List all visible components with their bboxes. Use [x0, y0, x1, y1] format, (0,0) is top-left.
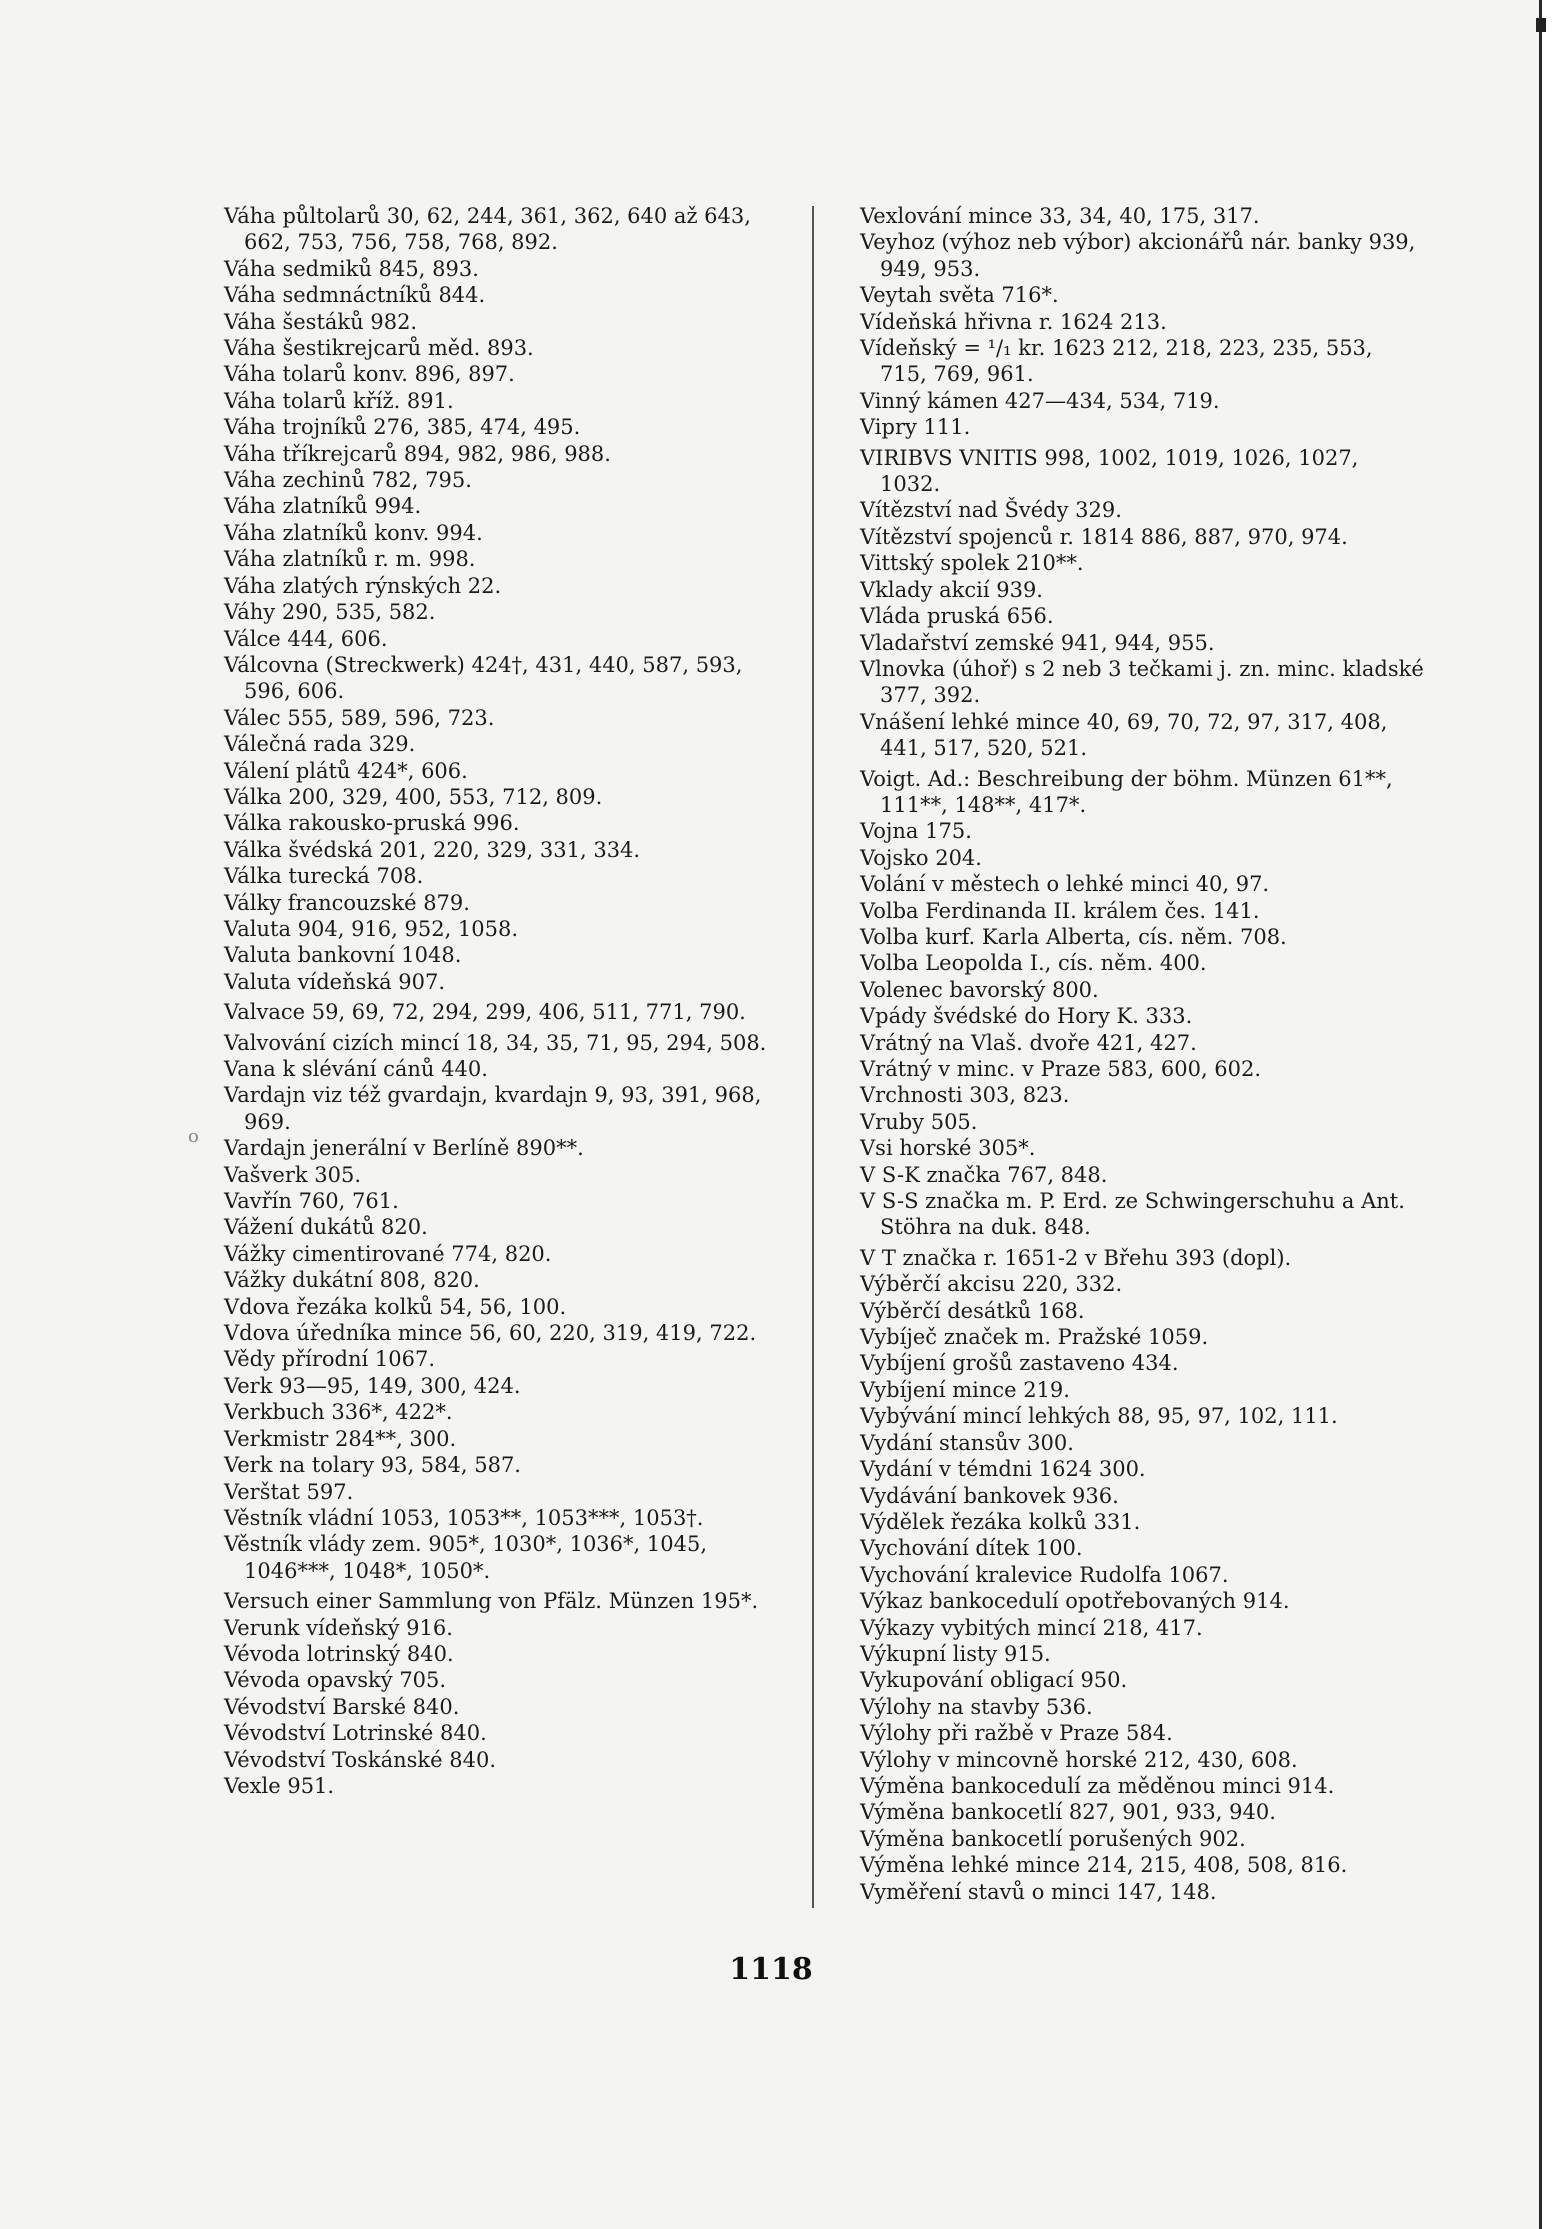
- index-entry: Vídeňský = ¹/₁ kr. 1623 212, 218, 223, 235, 553, 715, 769, 961.: [860, 336, 1373, 387]
- index-entry: Vévodství Toskánské 840.: [224, 1747, 497, 1772]
- index-entry: Vítězství nad Švédy 329.: [860, 498, 1122, 523]
- index-entry: Vrátný v minc. v Praze 583, 600, 602.: [860, 1057, 1262, 1081]
- index-entry: Vsi horské 305*.: [860, 1136, 1036, 1161]
- index-column-right: [860, 203, 1425, 1905]
- index-entry: Váha tolarů konv. 896, 897.: [224, 362, 515, 387]
- index-entry: Vardajn jenerální v Berlíně 890**.: [224, 1136, 584, 1161]
- index-entry: Válka 200, 329, 400, 553, 712, 809.: [224, 784, 603, 809]
- index-entry: Vévodství Barské 840.: [224, 1694, 460, 1719]
- index-entry: Vláda pruská 656.: [860, 604, 1054, 629]
- index-entry: Vojna 175.: [860, 819, 972, 844]
- index-entry: Versuch einer Sammlung von Pfälz. Münzen 195*.: [224, 1589, 759, 1614]
- index-entry: Výměna lehké mince 214, 215, 408, 508, 816.: [860, 1853, 1348, 1878]
- index-entry: Vykupování obligací 950.: [860, 1668, 1128, 1693]
- scan-edge-mark: [1536, 18, 1546, 32]
- index-entry: Volání v městech o lehké minci 40, 97.: [860, 872, 1270, 897]
- index-entry: Váha zlatníků 994.: [224, 494, 422, 519]
- index-entry: Věstník vládní 1053, 1053**, 1053***, 1053†.: [224, 1505, 704, 1530]
- index-entry: Vybíjení mince 219.: [860, 1377, 1070, 1402]
- index-entry: Voigt. Ad.: Beschreibung der böhm. Münzen 61**, 111**, 148**, 417*.: [860, 766, 1393, 817]
- index-entry: Vrátný na Vlaš. dvoře 421, 427.: [860, 1030, 1197, 1055]
- index-entry: Válka rakousko-pruská 996.: [224, 811, 520, 836]
- index-entry: Váha zlatníků konv. 994.: [224, 520, 483, 545]
- index-entry: Valvace 59, 69, 72, 294, 299, 406, 511, 771, 790.: [224, 1000, 746, 1025]
- index-entry: Váha tolarů kříž. 891.: [224, 388, 454, 413]
- index-entry: Válce 444, 606.: [224, 626, 388, 651]
- index-entry: Vychování kralevice Rudolfa 1067.: [860, 1562, 1229, 1587]
- index-entry: Váha zlatníků r. m. 998.: [224, 547, 476, 572]
- index-entry: Váha šestáků 982.: [224, 309, 418, 334]
- index-entry: Vittský spolek 210**.: [860, 551, 1084, 576]
- index-entry: Vardajn viz též gvardajn, kvardajn 9, 93, 391, 968, 969.: [224, 1083, 762, 1134]
- index-entry: Váha šestikrejcarů měd. 893.: [224, 336, 534, 361]
- index-entry: Vojsko 204.: [860, 845, 982, 870]
- index-entry: Vyměření stavů o minci 147, 148.: [860, 1879, 1217, 1904]
- index-entry: Výběrčí akcisu 220, 332.: [860, 1272, 1123, 1297]
- index-entry: Vychování dítek 100.: [860, 1536, 1083, 1561]
- index-entry: Vana k slévání cánů 440.: [224, 1057, 488, 1081]
- index-entry: Vydávání bankovek 936.: [860, 1483, 1119, 1508]
- index-column-left: [224, 203, 784, 1799]
- index-entry: Vážení dukátů 820.: [224, 1215, 428, 1240]
- index-entry: Válení plátů 424*, 606.: [224, 758, 468, 783]
- index-entry: Vavřín 760, 761.: [224, 1189, 399, 1214]
- index-entry: Vipry 111.: [860, 415, 971, 440]
- index-entry: Válka švédská 201, 220, 329, 331, 334.: [224, 837, 641, 862]
- index-entry: Verštat 597.: [224, 1479, 354, 1504]
- index-entry: Váha sedmiků 845, 893.: [224, 256, 479, 281]
- index-entry: Valuta 904, 916, 952, 1058.: [224, 916, 519, 941]
- index-entry: Výkupní listy 915.: [860, 1641, 1051, 1666]
- index-entry: V S-K značka 767, 848.: [860, 1162, 1108, 1187]
- index-entry: Vexle 951.: [224, 1773, 335, 1798]
- index-entry: Války francouzské 879.: [224, 890, 470, 915]
- index-entry: Výlohy na stavby 536.: [860, 1694, 1093, 1719]
- index-entry: Vědy přírodní 1067.: [224, 1347, 436, 1372]
- index-entry: Volba Leopolda I., cís. něm. 400.: [860, 951, 1207, 976]
- index-entry: Výměna bankocedulí za měděnou minci 914.: [860, 1773, 1335, 1798]
- index-entry: Valvování cizích mincí 18, 34, 35, 71, 95, 294, 508.: [224, 1030, 767, 1055]
- index-entry: Vnášení lehké mince 40, 69, 70, 72, 97, 317, 408, 441, 517, 520, 521.: [860, 709, 1388, 761]
- index-entry: Výběrčí desátků 168.: [860, 1298, 1085, 1323]
- index-entry: Výdělek řezáka kolků 331.: [860, 1509, 1141, 1534]
- index-entry: Vévoda opavský 705.: [224, 1668, 447, 1693]
- index-entry: Vklady akcií 939.: [860, 577, 1043, 602]
- index-entry: Verk 93—95, 149, 300, 424.: [224, 1373, 521, 1398]
- index-entry: Výměna bankocetlí porušených 902.: [860, 1826, 1246, 1851]
- index-entry: Vážky dukátní 808, 820.: [224, 1268, 480, 1293]
- index-entry: Vítězství spojenců r. 1814 886, 887, 970, 974.: [860, 524, 1348, 549]
- index-entry: Vdova úředníka mince 56, 60, 220, 319, 419, 722.: [224, 1321, 757, 1346]
- index-entry: Výlohy při ražbě v Praze 584.: [860, 1721, 1173, 1746]
- index-entry: Výměna bankocetlí 827, 901, 933, 940.: [860, 1800, 1276, 1825]
- index-entry: Vpády švédské do Hory K. 333.: [860, 1004, 1193, 1029]
- index-entry: Válcovna (Streckwerk) 424†, 431, 440, 587, 593, 596, 606.: [224, 652, 743, 704]
- index-entry: Volenec bavorský 800.: [860, 977, 1099, 1002]
- index-entry: Vruby 505.: [860, 1109, 978, 1134]
- index-entry: Válka turecká 708.: [224, 864, 424, 889]
- index-entry: Volba Ferdinanda II. králem čes. 141.: [860, 898, 1260, 923]
- index-entry: Vydání stansův 300.: [860, 1430, 1074, 1455]
- index-entry: Vydání v témdni 1624 300.: [860, 1457, 1146, 1482]
- index-entry: Váha trojníků 276, 385, 474, 495.: [224, 415, 581, 440]
- index-entry: V T značka r. 1651-2 v Břehu 393 (dopl).: [860, 1245, 1292, 1270]
- index-entry: Váha zechinů 782, 795.: [224, 468, 472, 493]
- index-entry: VIRIBVS VNITIS 998, 1002, 1019, 1026, 1027, 1032.: [860, 445, 1359, 497]
- index-entry: Váha sedmnáctníků 844.: [224, 283, 486, 308]
- index-entry: Váha zlatých rýnských 22.: [224, 573, 502, 598]
- index-entry: Verkbuch 336*, 422*.: [224, 1400, 453, 1425]
- index-entry: Vévoda lotrinský 840.: [224, 1641, 454, 1666]
- index-entry: Valuta bankovní 1048.: [224, 943, 462, 968]
- index-entry: Vévodství Lotrinské 840.: [224, 1721, 487, 1746]
- index-entry: Vážky cimentirované 774, 820.: [224, 1241, 552, 1266]
- index-entry: Váha půltolarů 30, 62, 244, 361, 362, 640 až 643, 662, 753, 756, 758, 768, 892.: [224, 204, 751, 255]
- index-entry: Volba kurf. Karla Alberta, cís. něm. 708.: [860, 924, 1287, 949]
- index-entry: Veyhoz (výhoz neb výbor) akcionářů nár. banky 939, 949, 953.: [860, 230, 1416, 281]
- index-entry: Verkmistr 284**, 300.: [224, 1426, 457, 1451]
- index-entry: Výkaz bankocedulí opotřebovaných 914.: [860, 1589, 1290, 1614]
- index-entry: Výkazy vybitých mincí 218, 417.: [860, 1615, 1203, 1640]
- index-entry: Vídeňská hřivna r. 1624 213.: [860, 309, 1167, 334]
- index-entry: Vybíjení grošů zastaveno 434.: [860, 1351, 1179, 1376]
- index-entry: Vdova řezáka kolků 54, 56, 100.: [224, 1294, 567, 1319]
- index-entry: Verk na tolary 93, 584, 587.: [224, 1453, 521, 1478]
- index-entry: Vexlování mince 33, 34, 40, 175, 317.: [860, 204, 1260, 228]
- index-entry: Válečná rada 329.: [224, 732, 416, 757]
- index-entry: Vladařství zemské 941, 944, 955.: [860, 630, 1215, 655]
- index-entry: Veytah světa 716*.: [860, 283, 1059, 308]
- index-entry: Vrchnosti 303, 823.: [860, 1083, 1070, 1108]
- index-entry: Výlohy v mincovně horské 212, 430, 608.: [860, 1747, 1298, 1772]
- index-entry: Vinný kámen 427—434, 534, 719.: [860, 388, 1220, 413]
- column-divider: [812, 206, 814, 1908]
- index-entry: Váhy 290, 535, 582.: [224, 600, 436, 625]
- index-entry: Válec 555, 589, 596, 723.: [224, 705, 495, 730]
- index-entry: Valuta vídeňská 907.: [224, 969, 446, 994]
- margin-mark: o: [188, 1126, 199, 1147]
- index-entry: Vybíječ značek m. Pražské 1059.: [860, 1325, 1209, 1350]
- index-entry: V S-S značka m. P. Erd. ze Schwingerschuhu a Ant. Stöhra na duk. 848.: [860, 1189, 1405, 1240]
- index-entry: Vašverk 305.: [224, 1162, 362, 1187]
- index-entry: Věstník vlády zem. 905*, 1030*, 1036*, 1045, 1046***, 1048*, 1050*.: [224, 1532, 707, 1583]
- page-number: 1118: [729, 1952, 813, 1987]
- index-entry: Verunk vídeňský 916.: [224, 1615, 453, 1640]
- index-entry: Váha tříkrejcarů 894, 982, 986, 988.: [224, 441, 611, 466]
- index-entry: Vybývání mincí lehkých 88, 95, 97, 102, 111.: [860, 1404, 1338, 1429]
- index-entry: Vlnovka (úhoř) s 2 neb 3 tečkami j. zn. minc. kladské 377, 392.: [860, 656, 1424, 708]
